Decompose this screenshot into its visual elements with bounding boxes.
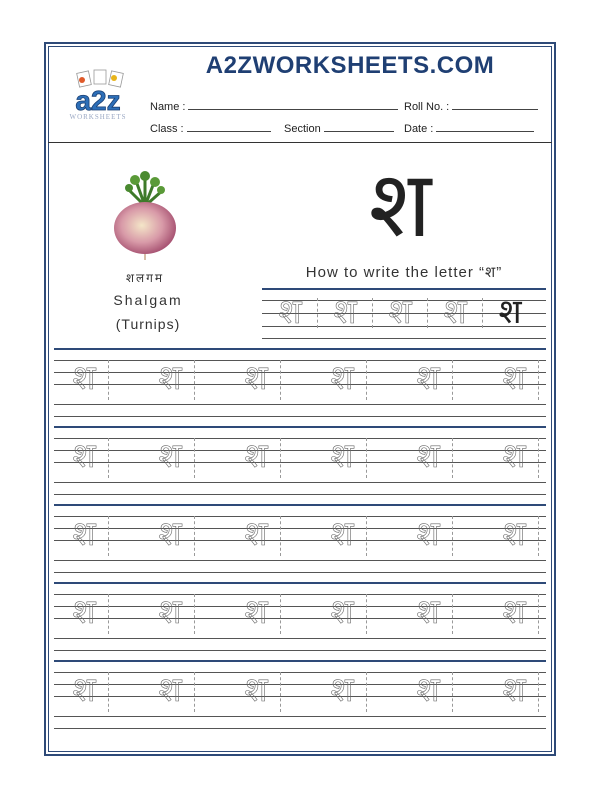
guide-tick (280, 594, 281, 634)
stroke-guide-bottom (262, 338, 546, 339)
practice-glyph: श (416, 436, 440, 476)
practice-guide-line (54, 684, 546, 685)
guide-tick (538, 594, 539, 634)
guide-tick (194, 516, 195, 556)
guide-tick (194, 672, 195, 712)
instruction-text: How to write the letter “श” (305, 264, 503, 281)
guide-tick (280, 438, 281, 478)
guide-tick (366, 360, 367, 400)
practice-glyph: श (244, 670, 268, 710)
guide-tick (194, 594, 195, 634)
logo-caption: WORKSHEETS (69, 113, 127, 121)
practice-guide-line (54, 560, 546, 561)
practice-guide-line (54, 404, 546, 405)
practice-glyph: श (502, 358, 526, 398)
name-field[interactable] (150, 99, 398, 113)
class-label: Class : (150, 123, 184, 135)
stroke-step-glyph: श (388, 292, 412, 332)
practice-guide-line (54, 438, 546, 439)
guide-tick (108, 516, 109, 556)
practice-glyph: श (72, 670, 96, 710)
practice-row-top (54, 504, 546, 506)
practice-row-top (54, 660, 546, 662)
practice-glyph: श (72, 514, 96, 554)
rollno-field[interactable] (404, 99, 538, 113)
practice-row-bottom (54, 572, 546, 573)
guide-tick (452, 594, 453, 634)
practice-glyph: श (416, 592, 440, 632)
practice-glyph: श (330, 670, 354, 710)
practice-guide-line (54, 540, 546, 541)
logo-text: a2z (75, 85, 121, 116)
guide-tick (538, 438, 539, 478)
guide-tick (452, 360, 453, 400)
guide-tick (427, 298, 428, 328)
practice-row-bottom (54, 728, 546, 729)
practice-glyph: श (416, 514, 440, 554)
header-separator (48, 142, 552, 143)
practice-guide-line (54, 360, 546, 361)
practice-glyph: श (502, 670, 526, 710)
guide-tick (538, 516, 539, 556)
practice-glyph: श (502, 592, 526, 632)
guide-tick (366, 438, 367, 478)
practice-glyph: श (330, 514, 354, 554)
guide-tick (366, 516, 367, 556)
name-label: Name : (150, 101, 186, 113)
guide-tick (452, 672, 453, 712)
stroke-step-glyph: श (333, 292, 357, 332)
turnip-image (105, 170, 185, 260)
practice-glyph: श (158, 514, 182, 554)
guide-tick (366, 672, 367, 712)
practice-glyph: श (416, 670, 440, 710)
practice-glyph: श (330, 592, 354, 632)
practice-glyph: श (158, 670, 182, 710)
guide-tick (317, 298, 318, 328)
stroke-step-glyph: श (443, 292, 467, 332)
practice-guide-line (54, 384, 546, 385)
practice-guide-line (54, 516, 546, 517)
practice-row-bottom (54, 416, 546, 417)
guide-tick (538, 360, 539, 400)
date-field[interactable] (404, 121, 534, 135)
practice-glyph: श (502, 436, 526, 476)
page-border-inner (48, 46, 552, 752)
practice-guide-line (54, 372, 546, 373)
guide-tick (452, 438, 453, 478)
guide-tick (194, 360, 195, 400)
guide-tick (108, 438, 109, 478)
practice-glyph: श (244, 436, 268, 476)
practice-glyph: श (502, 514, 526, 554)
class-field[interactable] (150, 121, 271, 135)
guide-tick (452, 516, 453, 556)
guide-tick (108, 672, 109, 712)
date-label: Date : (404, 123, 434, 135)
practice-glyph: श (244, 514, 268, 554)
practice-guide-line (54, 450, 546, 451)
practice-row-top (54, 348, 546, 350)
practice-guide-line (54, 638, 546, 639)
site-title: A2ZWORKSHEETS.COM (205, 52, 495, 79)
guide-tick (194, 438, 195, 478)
practice-glyph: श (158, 436, 182, 476)
practice-glyph: श (72, 358, 96, 398)
guide-tick (372, 298, 373, 328)
practice-glyph: श (158, 358, 182, 398)
practice-glyph: श (72, 592, 96, 632)
practice-row-bottom (54, 650, 546, 651)
rollno-label: Roll No. : (404, 101, 450, 113)
guide-tick (482, 298, 483, 328)
section-field[interactable] (284, 121, 394, 135)
hindi-word: शलगम (125, 271, 165, 285)
practice-glyph: श (330, 358, 354, 398)
practice-glyph: श (416, 358, 440, 398)
guide-tick (280, 516, 281, 556)
practice-guide-line (54, 618, 546, 619)
english-meaning: (Turnips) (115, 316, 181, 332)
practice-guide-line (54, 672, 546, 673)
section-label: Section (284, 123, 321, 135)
practice-glyph: श (244, 592, 268, 632)
practice-row-bottom (54, 494, 546, 495)
guide-tick (366, 594, 367, 634)
guide-tick (280, 672, 281, 712)
practice-glyph: श (244, 358, 268, 398)
guide-tick (108, 360, 109, 400)
practice-glyph: श (158, 592, 182, 632)
practice-guide-line (54, 462, 546, 463)
practice-row-top (54, 582, 546, 584)
practice-guide-line (54, 696, 546, 697)
practice-guide-line (54, 606, 546, 607)
stroke-step-glyph: श (278, 292, 302, 332)
guide-tick (108, 594, 109, 634)
practice-guide-line (54, 716, 546, 717)
guide-tick (538, 672, 539, 712)
stroke-guide-top (262, 288, 546, 290)
big-letter: श (368, 151, 432, 258)
english-word: Shalgam (113, 292, 183, 308)
practice-glyph: श (330, 436, 354, 476)
stroke-step-glyph: श (498, 292, 522, 332)
practice-guide-line (54, 528, 546, 529)
practice-guide-line (54, 594, 546, 595)
practice-row-top (54, 426, 546, 428)
guide-tick (280, 360, 281, 400)
practice-glyph: श (72, 436, 96, 476)
practice-guide-line (54, 482, 546, 483)
